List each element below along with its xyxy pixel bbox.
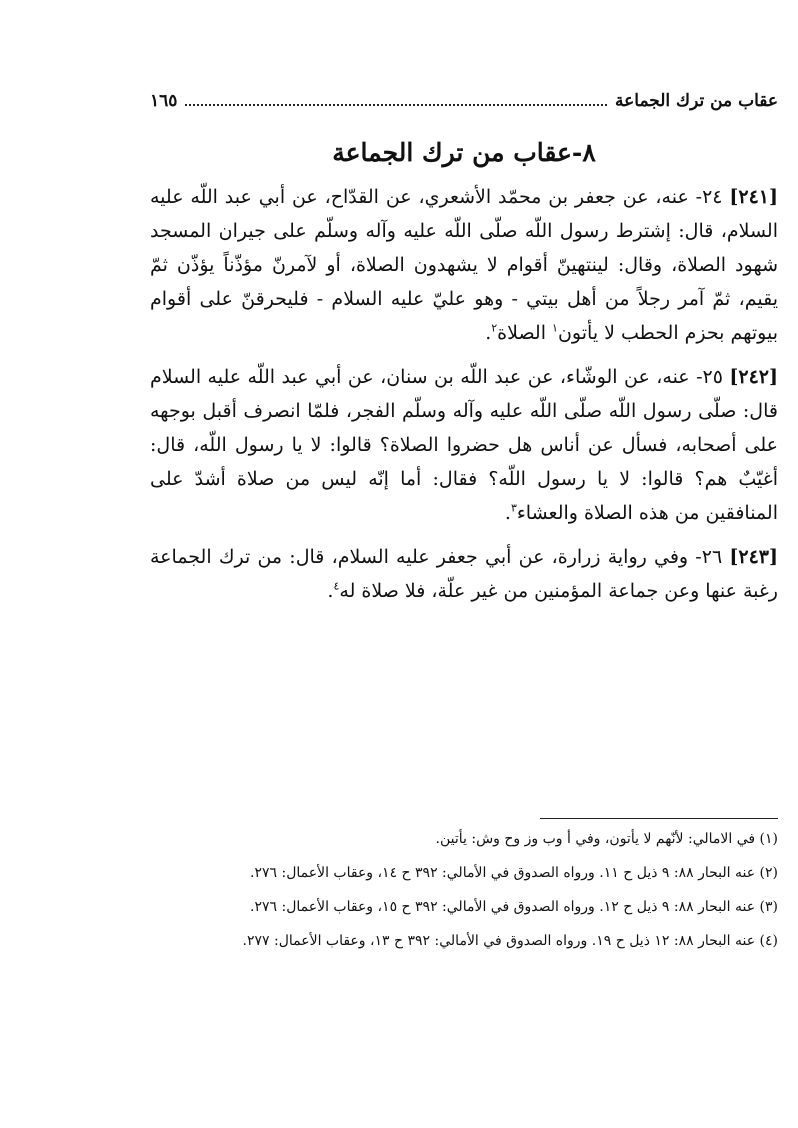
- hadith-241: [٢٤١] ٢٤- عنه، عن جعفر بن محمّد الأشعري، عن القدّاح، عن أبي عبد اللّه عليه السلام، قال: إشترط رسول اللّه صلّى اللّه عليه وآله وسلّم على جيران المسجد شهود الصلاة، وقال: لينتهينّ أقوام لا يشهدون الصلاة، أو لآمرنّ مؤذّناً يؤذّن ثمّ يقيم، ثمّ آمر رجلاً من أهل بيتي - وهو عليّ عليه السلام - فليحرقنّ على أقوام بيوتهم بحزم الحطب لا يأتون$^١$ الصلاة$^٢$.: [150, 186, 778, 344]
- leader-dots: [185, 104, 607, 106]
- footnote-3: (٣) عنه البحار ٨٨: ٩ ذيل ح ١٢. ورواه الصدوق في الأمالي: ٣٩٢ ح ١٥، وعقاب الأعمال: ٢٧٦.: [250, 899, 778, 915]
- hadith-number: [٢٤٣]: [729, 546, 778, 568]
- footnote-divider: [540, 818, 778, 819]
- main-text: [150, 180, 778, 618]
- footnote-ref: ٣: [510, 501, 517, 515]
- hadith-243: [٢٤٣] ٢٦- وفي رواية زرارة، عن أبي جعفر عليه السلام، قال: من ترك الجماعة رغبة عنها وعن جماعة المؤمنين من غير علّة، فلا صلاة له$^٤$.: [150, 546, 778, 602]
- running-header-title: عقاب من ترك الجماعة: [615, 91, 778, 111]
- footnote-4: (٤) عنه البحار ٨٨: ١٢ ذيل ح ١٩. ورواه الصدوق في الأمالي: ٣٩٢ ح ١٣، وعقاب الأعمال: ٢٧٧.: [242, 933, 778, 949]
- section-title: ٨-عقاب من ترك الجماعة: [332, 138, 596, 167]
- hadith-number: [٢٤٢]: [729, 366, 778, 388]
- running-header: [150, 86, 778, 116]
- hadith-text-tail: الصلاة: [497, 322, 546, 344]
- page-number: ١٦٥: [150, 91, 178, 111]
- footnote-1: (١) في الامالي: لأنّهم لا يأتون، وفي أ وب وز وح وش: يأتين.: [435, 831, 778, 847]
- hadith-text: ٢٦- وفي رواية زرارة، عن أبي جعفر عليه السلام، قال: من ترك الجماعة رغبة عنها وعن جماعة المؤمنين من غير علّة، فلا صلاة له: [150, 546, 778, 602]
- footnote-ref: ١: [552, 321, 558, 335]
- hadith-text: ٢٤- عنه، عن جعفر بن محمّد الأشعري، عن القدّاح، عن أبي عبد اللّه عليه السلام، قال: إشترط رسول اللّه صلّى اللّه عليه وآله وسلّم على جيران المسجد شهود الصلاة، وقال: لينتهينّ أقوام لا يشهدون الصلاة، أو لآمرنّ مؤذّناً يؤذّن ثمّ يقيم، ثمّ آمر رجلاً من أهل بيتي - وهو عليّ عليه السلام - فليحرقنّ على أقوام بيوتهم بحزم الحطب لا يأتون: [150, 186, 778, 344]
- hadith-number: [٢٤١]: [729, 186, 778, 208]
- footnote-2: (٢) عنه البحار ٨٨: ٩ ذيل ح ١١. ورواه الصدوق في الأمالي: ٣٩٢ ح ١٤، وعقاب الأعمال: ٢٧٦.: [250, 865, 778, 881]
- footnotes: [160, 826, 778, 962]
- footnote-ref: ٤: [333, 579, 340, 593]
- hadith-242: [٢٤٢] ٢٥- عنه، عن الوشّاء، عن عبد اللّه بن سنان، عن أبي عبد اللّه عليه السلام قال: صلّى رسول اللّه صلّى اللّه عليه وآله وسلّم الفجر، فلمّا انصرف أقبل بوجهه على أصحابه، فسأل عن أناس هل حضروا الصلاة؟ قالوا: لا يا رسول اللّه، قال: أغيّبٌ هم؟ قالوا: لا يا رسول اللّه؟ فقال: أما إنّه ليس من صلاة أشدّ على المنافقين من هذه الصلاة والعشاء$^٣$.: [150, 366, 778, 524]
- footnote-ref: ٢: [491, 321, 498, 335]
- hadith-text: ٢٥- عنه، عن الوشّاء، عن عبد اللّه بن سنان، عن أبي عبد اللّه عليه السلام قال: صلّى رسول اللّه صلّى اللّه عليه وآله وسلّم الفجر، فلمّا انصرف أقبل بوجهه على أصحابه، فسأل عن أناس هل حضروا الصلاة؟ قالوا: لا يا رسول اللّه، قال: أغيّبٌ هم؟ قالوا: لا يا رسول اللّه؟ فقال: أما إنّه ليس من صلاة أشدّ على المنافقين من هذه الصلاة والعشاء: [150, 366, 778, 524]
